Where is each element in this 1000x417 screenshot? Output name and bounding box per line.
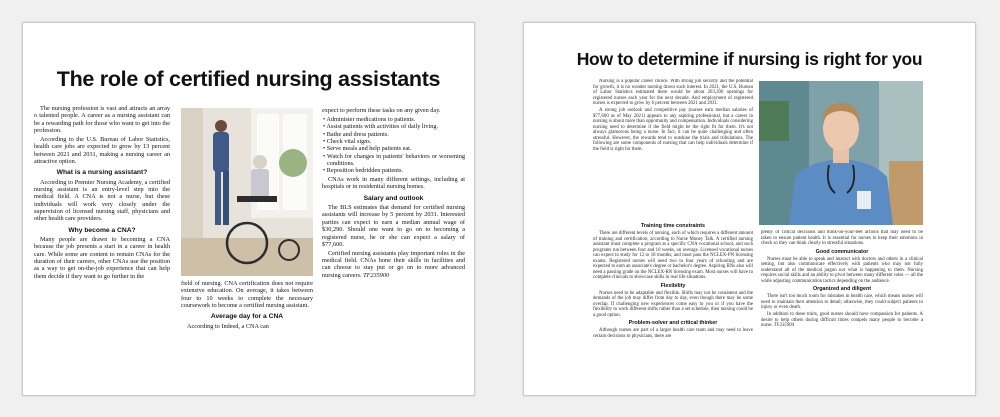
paragraph: A strong job outlook and competitive pay (nurses earn median salaries of $77,600 as of May 2021) appears to any aspiring professional, but a career in nursing is about more than opportunity and compensation. Individuals considering nursing need to determine if the field might be the right fit for them. It's not always glamorous being a nurse. In fact, it can be quite challenging and often stressful. However, the rewards tend to outshine the trials and tribulations. The following are some components of nursing that can help individuals determine if the field is right for them. <box>593 108 753 152</box>
paragraph: field of nursing. CNA certification does not require extensive education. On average, it takes between four to 10 weeks to complete the necessary coursework to become a certified nursing assistant. <box>181 280 313 310</box>
left-column-2 <box>181 280 313 392</box>
paragraph: The BLS estimates that demand for certified nursing assistants will increase by 5 percent by 2031. Interested parties can expect to earn a median annual wage of $30,290. Should one want to go on to becoming a registered nurse, he or she can expect a salary of $77,600. <box>322 204 465 248</box>
section-heading: Flexibility <box>660 282 686 289</box>
paragraph: According to Premier Nursing Academy, a certified nursing assistant is an entry-level step into the medical field. A CNA is not a nurse, but these individuals will work very closely under the supervision of licensed nursing staff, physicians and other health care providers. <box>34 178 170 223</box>
paragraph: expect to perform these tasks on any given day. <box>322 107 441 114</box>
paragraph: According to Indeed, a CNA can <box>187 322 269 330</box>
section-heading: Why become a CNA? <box>68 226 136 234</box>
section-heading: Problem-solver and critical thinker <box>628 320 718 326</box>
right-column-1 <box>593 221 753 391</box>
section-heading: Good communicator <box>815 248 869 255</box>
section-heading: Organized and diligent <box>812 286 872 292</box>
paragraph: Nurses need to be adaptable and flexible. Shifts may not be consistent and the demands of the job may differ from day to day, even though there may be some overlap. If challenging new experiences come easy to you or if you have the flexibility to work different shifts rather than a set schedule, then nursing could be a good option. <box>593 290 753 318</box>
paragraph <box>761 312 923 329</box>
paragraph: Nurses must be able to speak and interact with doctors and others in a clinical setting, but also communicate effectively with patients who may not fully understand all of the medical jargon nor what is happening to them. Nursing requires social skills and an ability to pivot between many different roles — all the while adjusting communication tactics depending on the audience. <box>761 256 923 284</box>
list-item: • Administer medications to patients. <box>323 115 416 123</box>
list-item: • Check vital signs. <box>323 137 372 145</box>
left-article-page <box>22 22 475 396</box>
article-code: TF235904 <box>773 323 795 328</box>
list-item: • Watch for changes in patients' behaviors or worsening conditions. <box>323 152 465 167</box>
right-article-page <box>523 22 976 396</box>
nurse-with-patient-photo <box>181 108 313 276</box>
task-list <box>322 116 465 175</box>
paragraph: There isn't too much room for mistakes in health care, which means nurses will need to maintain their attention to detail; otherwise, they could subject patients to injury or even death. <box>761 294 923 310</box>
list-item: • Assist patients with activities of daily living. <box>323 123 439 131</box>
section-heading: What is a nursing assistant? <box>56 169 148 177</box>
paragraph: plenty of critical decisions and think-on-your-feet actions that may need to be taken to ensure patient health. It is essential for nurses to keep their emotions in check so they can think clearly in stressful situations. <box>761 230 923 246</box>
paragraph <box>322 250 465 279</box>
right-article-title: How to determine if nursing is right for you <box>576 49 923 69</box>
section-heading: Training time constraints <box>640 223 706 229</box>
paragraph: CNAs work in many different settings, including at hospitals or in residential nursing homes. <box>322 176 465 191</box>
left-column-1 <box>34 105 170 390</box>
paragraph: Many people are drawn to becoming a CNA because the job presents a start in a career in health care. While some are content to remain CNAs for the duration of their careers, other CNAs use the position as a way to get on-the-job experience that can help them decide if they want to go further in the <box>34 236 170 280</box>
paragraph-text: Certified nursing assistants play important roles in the medical field. CNAs hone their skills in facilities and can choose to stay put or go on to more advanced nursing careers. <box>322 249 465 279</box>
list-item: • Serve meals and help patients eat. <box>323 145 412 153</box>
article-code: TF235900 <box>363 271 390 279</box>
nurse-portrait-photo <box>759 81 923 225</box>
paragraph: Nursing is a popular career choice. With strong job security and the potential for growth, it is no wonder nursing draws such interest. In 2021, the U.S. Bureau of Labor Statistics estimated there would be about 203,200 openings for registered nurses each year for the next decade. And employment of registered nurses is expected to grow by 6 percent between 2021 and 2031. <box>593 79 753 106</box>
paragraph-text: In addition to these traits, good nurses should have compassion for patients. A desire to help others during difficult times compels many people to become a nurse. <box>761 312 923 328</box>
section-heading: Salary and outlook <box>363 194 424 202</box>
right-column-2 <box>761 230 923 390</box>
list-item: • Bathe and dress patients. <box>323 130 389 138</box>
paragraph: According to the U.S. Bureau of Labor Statistics, health care jobs are expected to grow by 13 percent between 2021 and 2031, making a nursing career an attractive option. <box>34 135 170 165</box>
paragraph: Although nurses are part of a larger health care team and may need to leave certain decisions to physicians, there are <box>593 328 753 339</box>
left-column-3 <box>322 107 465 392</box>
list-item: • Reposition bedridden patients. <box>323 167 403 175</box>
left-article-title: The role of certified nursing assistants <box>56 67 441 91</box>
paragraph: There are different levels of nursing, each of which requires a different amount of training and certification, according to Nurse Money Talk. A certified nursing assistant must complete a program at a specific CNA vocational school, and such programs run between four and 10 weeks, on average. Licensed vocational nurses can expect to study for 12 to 18 months, and must pass the NCLEX-PN licensing exams. Registered nurses will need two to four years of schooling and are expected to earn an associate's degree or bachelor's degree. Aspiring RNs also will need a passing grade on the NCLEX-RN licensing exam. Most nurses will have to complete clinicals to showcase skills in real life situations. <box>593 231 753 280</box>
section-heading: Average day for a CNA <box>210 313 284 321</box>
right-intro-column <box>593 79 753 219</box>
paragraph: The nursing profession is vast and attracts an array o talented people. A career as a nursing assistant can be a rewarding path for those who want to get into the profession. <box>34 105 170 135</box>
